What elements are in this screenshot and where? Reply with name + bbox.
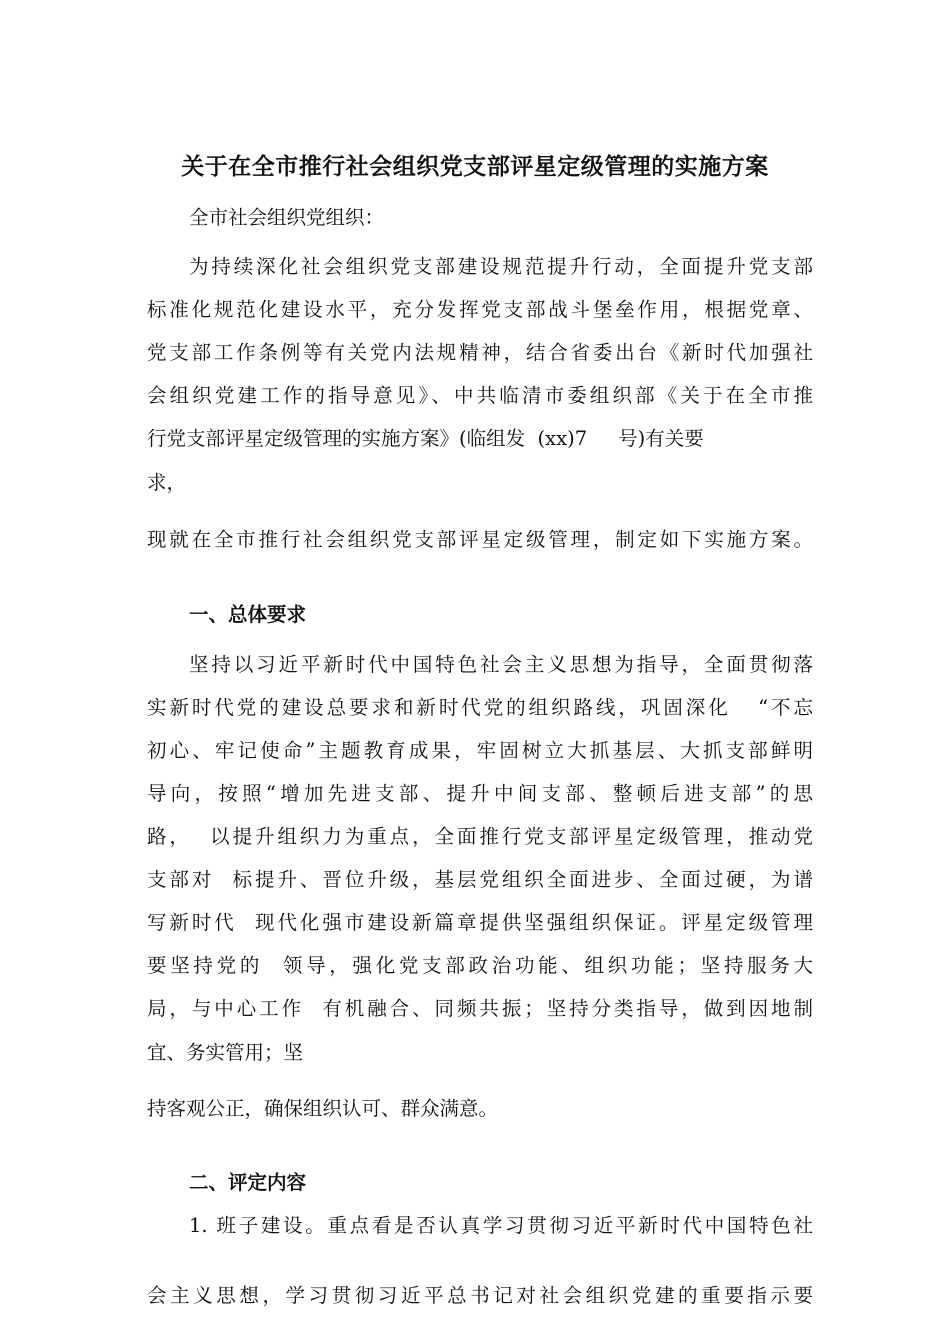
section1-line-4: 导向，按照“增加先进支部、提升中间支部、整顿后进支部”的思 xyxy=(147,782,813,805)
section1-line-11: 持客观公正，确保组织认可、群众满意。 xyxy=(147,1097,499,1120)
section1-line-9: 局，与中心工作 有机融合、同频共振；坚持分类指导，做到因地制 xyxy=(147,997,813,1020)
section1-line-8: 要坚持党的 领导，强化党支部政治功能、组织功能；坚持服务大 xyxy=(147,954,813,977)
section2-line-2: 会主义思想，学习贯彻习近平总书记对社会组织党建的重要指示要 xyxy=(147,1284,813,1307)
salutation: 全市社会组织党组织： xyxy=(189,206,385,229)
intro-line-4: 会组织党建工作的指导意见》、中共临清市委组织部《关于在全市推 xyxy=(147,384,813,407)
intro-line-6: 求， xyxy=(147,471,187,494)
section1-line-10: 宜、务实管用；坚 xyxy=(147,1041,304,1064)
section1-line-5: 路， 以提升组织力为重点，全面推行党支部评星定级管理，推动党 xyxy=(147,825,813,848)
section1-line-3: 初心、牢记使命”主题教育成果，牢固树立大抓基层、大抓支部鲜明 xyxy=(147,739,813,762)
intro-line-2: 标准化规范化建设水平，充分发挥党支部战斗堡垒作用，根据党章、 xyxy=(147,298,813,321)
section1-line-6: 支部对 标提升、晋位升级，基层党组织全面进步、全面过硬，为谱 xyxy=(147,868,813,891)
intro-line-5: 行党支部评星定级管理的实施方案》(临组发 (xx)7 号)有关要 xyxy=(147,427,704,450)
intro-line-7: 现就在全市推行社会组织党支部评星定级管理，制定如下实施方案。 xyxy=(147,528,813,551)
section-heading-2: 二、评定内容 xyxy=(189,1171,307,1194)
section1-line-1: 坚持以习近平新时代中国特色社会主义思想为指导，全面贯彻落 xyxy=(189,653,813,676)
intro-line-1: 为持续深化社会组织党支部建设规范提升行动，全面提升党支部 xyxy=(189,255,813,278)
section-heading-1: 一、总体要求 xyxy=(189,603,307,626)
section2-line-1: 1. 班子建设。重点看是否认真学习贯彻习近平新时代中国特色社 xyxy=(189,1214,813,1237)
section1-line-7: 写新时代 现代化强市建设新篇章提供坚强组织保证。评星定级管理 xyxy=(147,911,813,934)
document-title: 关于在全市推行社会组织党支部评星定级管理的实施方案 xyxy=(181,154,769,180)
section1-line-2: 实新时代党的建设总要求和新时代党的组织路线，巩固深化 “不忘 xyxy=(147,696,813,719)
intro-line-3: 党支部工作条例等有关党内法规精神，结合省委出台《新时代加强社 xyxy=(147,341,813,364)
